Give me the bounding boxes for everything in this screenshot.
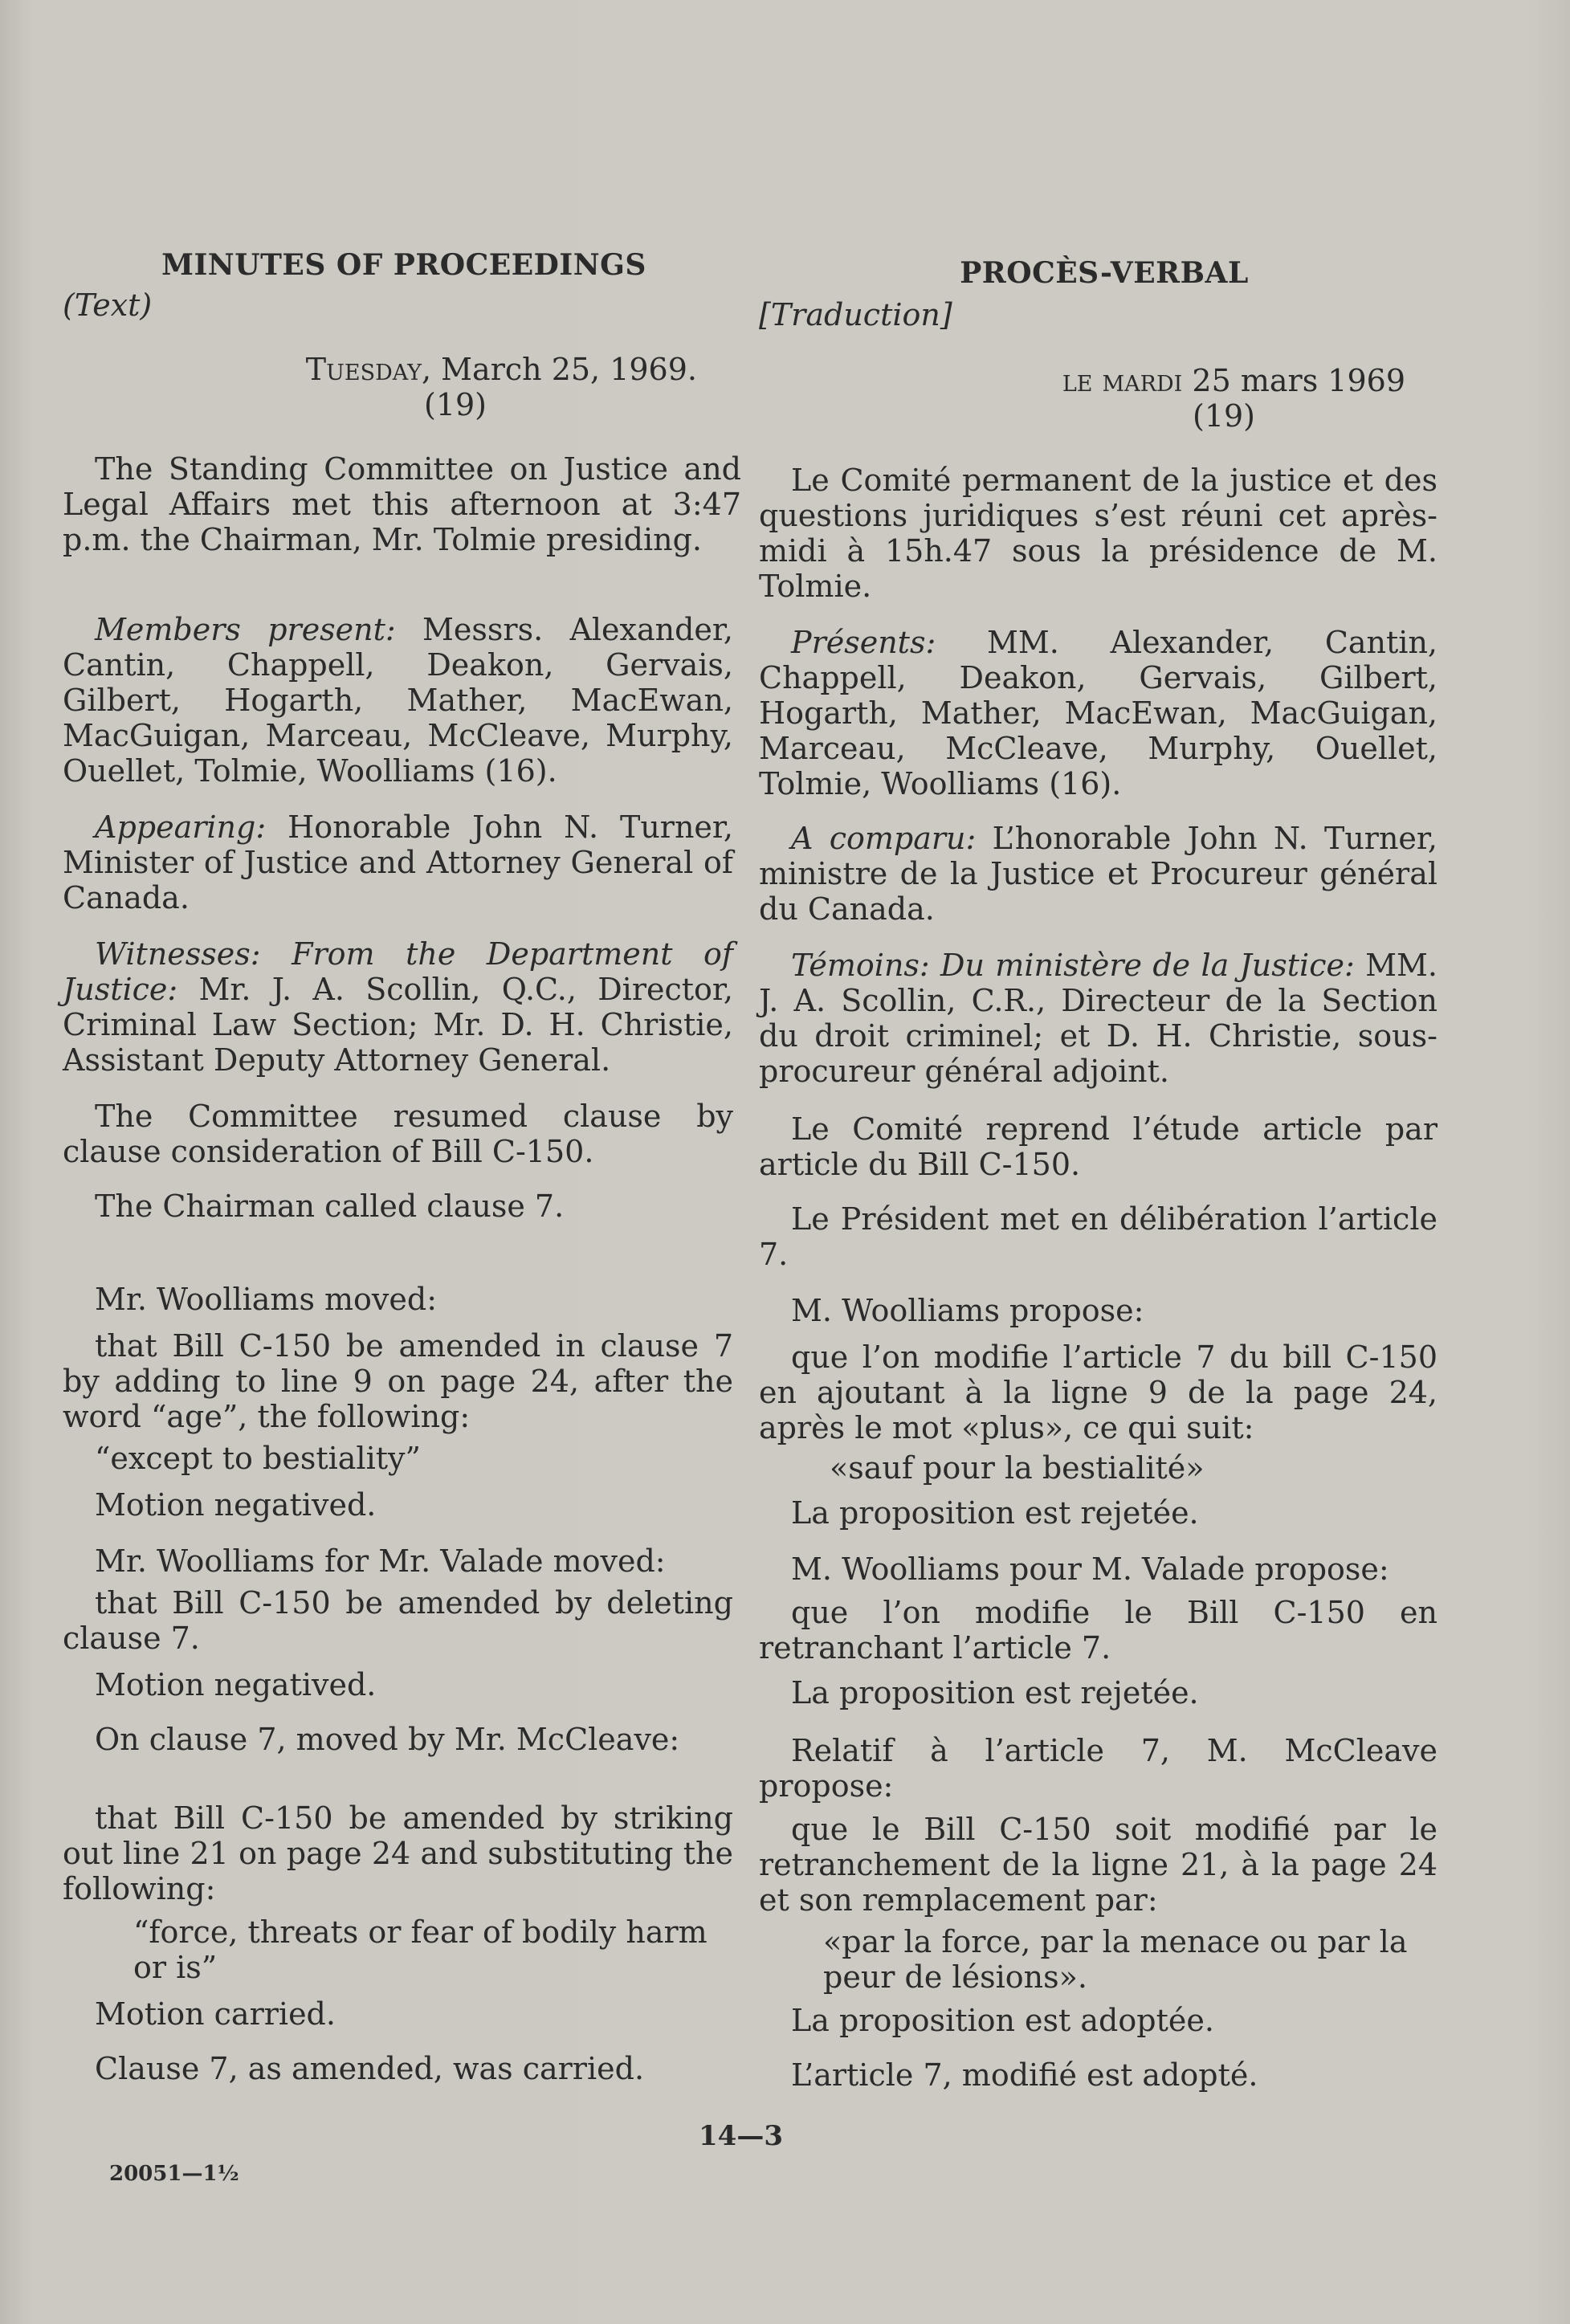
english-amendment-1: that Bill C-150 be amended in clause 7 by adding to line 9 on page 24, after the word “age”, the following: <box>63 1328 733 1434</box>
english-appearing <box>63 809 733 915</box>
french-appearing <box>759 821 1437 927</box>
english-witnesses-label: Witnesses: From the Department of Justice: <box>63 936 733 1007</box>
french-rejected-2: La proposition est rejetée. <box>791 1675 1199 1710</box>
french-members-present <box>759 625 1437 801</box>
french-moved-2: M. Woolliams pour M. Valade propose: <box>791 1551 1389 1587</box>
french-opening-paragraph: Le Comité permanent de la justice et des questions juridiques s’est réuni cet après-midi à 15h.47 sous la présidence de M. Tolmie. <box>759 463 1437 604</box>
english-number: (19) <box>424 387 487 422</box>
english-date-prefix: Tuesday, <box>305 352 432 387</box>
english-title: MINUTES OF PROCEEDINGS <box>161 248 646 282</box>
english-quote-1: “except to bestiality” <box>95 1441 421 1476</box>
english-clause-carried: Clause 7, as amended, was carried. <box>95 2051 645 2086</box>
french-date-prefix: le mardi <box>1062 363 1183 398</box>
english-appearing-label: Appearing: <box>95 809 267 845</box>
english-witnesses-text: Mr. J. A. Scollin, Q.C., Director, Criminal Law Section; Mr. D. H. Christie, Assistant Deputy Attorney General. <box>63 972 733 1078</box>
french-rejected-1: La proposition est rejetée. <box>791 1495 1199 1531</box>
print-code: 20051—1½ <box>109 2162 239 2186</box>
french-members-list: MM. Alexander, Cantin, Chappell, Deakon, Gervais, Gilbert, Hogarth, Mather, MacEwan, MacGuigan, Marceau, McCleave, Murphy, Ouellet, Tolmie, Woolliams (16). <box>759 625 1437 801</box>
english-amendment-2: that Bill C-150 be amended by deleting clause 7. <box>63 1585 733 1656</box>
french-date <box>759 363 1405 398</box>
french-text-label: [Traduction] <box>759 297 952 332</box>
french-quote-3: «par la force, par la menace ou par la peur de lésions». <box>823 1924 1408 1995</box>
english-quote-3: “force, threats or fear of bodily harm or is” <box>133 1914 708 1985</box>
french-witnesses <box>759 948 1437 1089</box>
french-amendment-2: que l’on modifie le Bill C-150 en retranchant l’article 7. <box>759 1595 1437 1666</box>
french-amendment-1: que l’on modifie l’article 7 du bill C-150 en ajoutant à la ligne 9 de la page 24, après le mot «plus», ce qui suit: <box>759 1339 1437 1445</box>
french-moved-3: Relatif à l’article 7, M. McCleave propose: <box>759 1733 1437 1804</box>
english-moved-2: Mr. Woolliams for Mr. Valade moved: <box>95 1543 666 1579</box>
french-moved-1: M. Woolliams propose: <box>791 1293 1144 1328</box>
french-resumed-paragraph: Le Comité reprend l’étude article par article du Bill C-150. <box>759 1111 1437 1182</box>
french-number: (19) <box>1193 398 1256 434</box>
english-members-list: Messrs. Alexander, Cantin, Chappell, Deakon, Gervais, Gilbert, Hogarth, Mather, MacEwan, MacGuigan, Marceau, McCleave, Murphy, Ouellet, Tolmie, Woolliams (16). <box>63 612 733 789</box>
english-witnesses <box>63 936 733 1078</box>
english-moved-1: Mr. Woolliams moved: <box>95 1282 438 1317</box>
english-date-value: March 25, 1969. <box>441 352 697 387</box>
french-article-adopted: L’article 7, modifié est adopté. <box>791 2057 1258 2093</box>
english-opening-paragraph: The Standing Committee on Justice and Legal Affairs met this afternoon at 3:47 p.m. the Chairman, Mr. Tolmie presiding. <box>63 451 741 557</box>
english-date <box>63 352 697 387</box>
french-date-value: 25 mars 1969 <box>1192 363 1405 398</box>
english-motion-carried: Motion carried. <box>95 1996 336 2032</box>
french-adopted: La proposition est adoptée. <box>791 2003 1214 2038</box>
french-president-called: Le Président met en délibération l’article 7. <box>759 1201 1437 1272</box>
page-number: 14—3 <box>699 2120 783 2152</box>
french-amendment-3: que le Bill C-150 soit modifié par le retranchement de la ligne 21, à la page 24 et son remplacement par: <box>759 1812 1437 1918</box>
english-members-label: Members present: <box>95 612 396 647</box>
english-text-label: (Text) <box>63 287 153 323</box>
french-witnesses-label: Témoins: Du ministère de la Justice: <box>791 948 1355 983</box>
english-chairman-called: The Chairman called clause 7. <box>95 1189 565 1224</box>
french-quote-1: «sauf pour la bestialité» <box>830 1450 1205 1486</box>
english-amendment-3: that Bill C-150 be amended by striking out line 21 on page 24 and substituting the following: <box>63 1800 733 1906</box>
english-appearing-text: Honorable John N. Turner, Minister of Justice and Attorney General of Canada. <box>63 809 733 915</box>
french-appearing-text: L’honorable John N. Turner, ministre de la Justice et Procureur général du Canada. <box>759 821 1437 927</box>
english-negatived-1: Motion negatived. <box>95 1487 377 1523</box>
french-title: PROCÈS-VERBAL <box>960 256 1249 290</box>
french-appearing-label: A comparu: <box>791 821 977 856</box>
french-witnesses-text: MM. J. A. Scollin, C.R., Directeur de la Section du droit criminel; et D. H. Christie, sous-procureur général adjoint. <box>759 948 1437 1089</box>
french-members-label: Présents: <box>791 625 936 660</box>
english-resumed-paragraph: The Committee resumed clause by clause consideration of Bill C-150. <box>63 1099 733 1169</box>
english-negatived-2: Motion negatived. <box>95 1667 377 1702</box>
english-members-present <box>63 612 733 789</box>
english-moved-3: On clause 7, moved by Mr. McCleave: <box>95 1722 680 1757</box>
